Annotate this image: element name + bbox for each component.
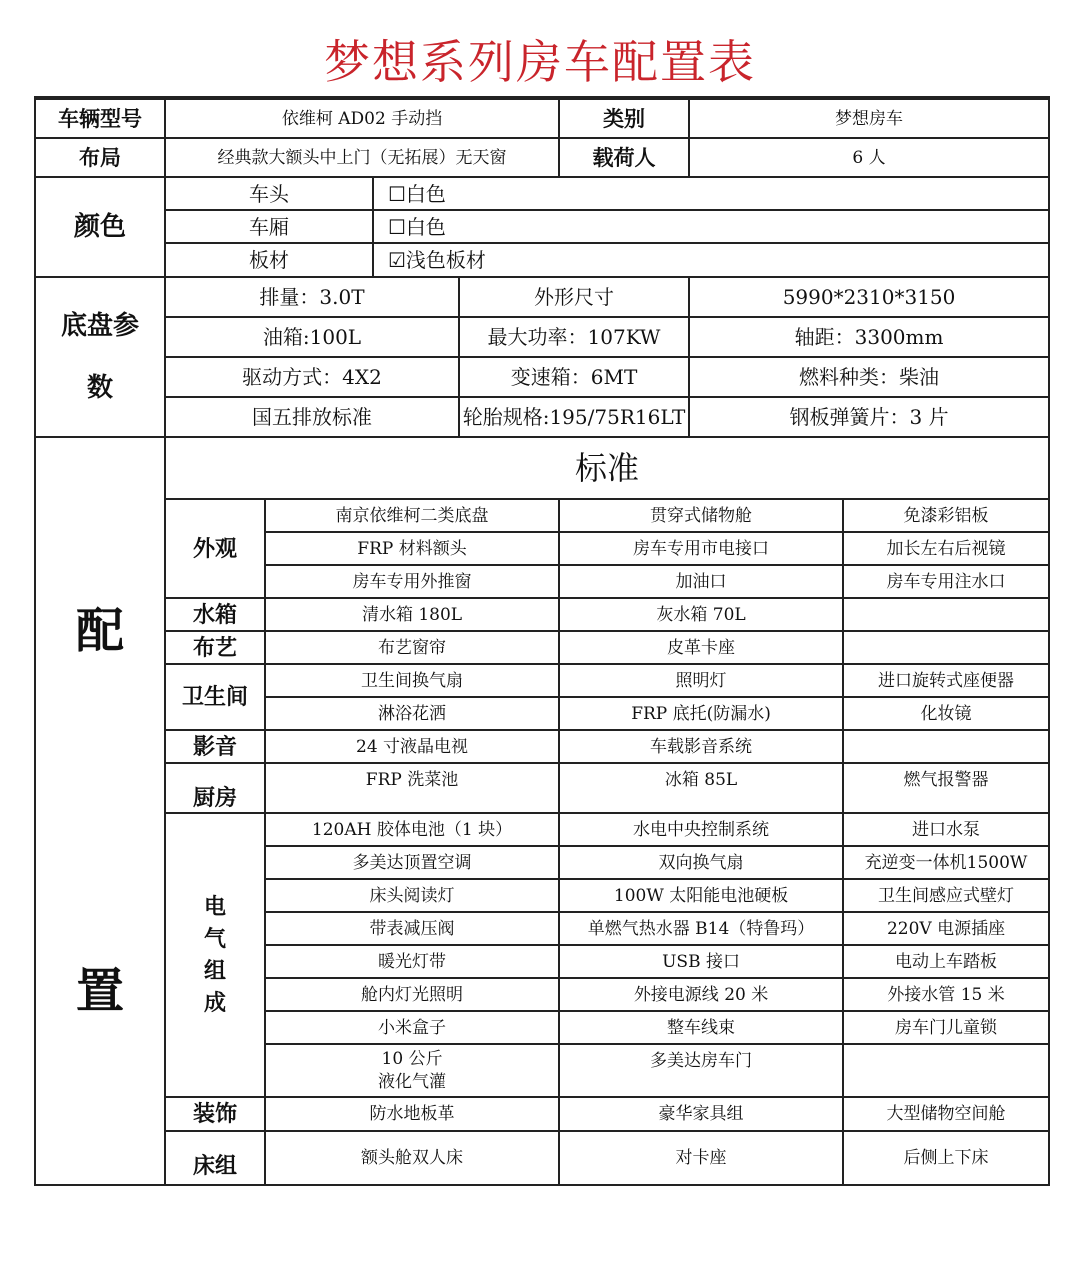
chassis-cell: 外形尺寸 — [459, 277, 689, 317]
config-cell: 舱内灯光照明 — [265, 978, 559, 1011]
config-cell: 清水箱 180L — [265, 598, 559, 631]
fabric-label: 布艺 — [165, 631, 265, 664]
chassis-cell: 燃料种类：柴油 — [689, 357, 1049, 397]
config-cell: 车载影音系统 — [559, 730, 843, 763]
config-cell: 加长左右后视镜 — [843, 532, 1049, 565]
kitchen-label: 厨房 — [165, 763, 265, 813]
config-cell: 带表减压阀 — [265, 912, 559, 945]
config-cell-multiline — [265, 1044, 559, 1097]
av-label: 影音 — [165, 730, 265, 763]
chassis-cell: 轴距：3300mm — [689, 317, 1049, 357]
config-cell: 卫生间换气扇 — [265, 664, 559, 697]
bathroom-label: 卫生间 — [165, 664, 265, 730]
config-cell: 燃气报警器 — [843, 763, 1049, 813]
config-cell: 房车门儿童锁 — [843, 1011, 1049, 1044]
config-cell: FRP 洗菜池 — [265, 763, 559, 813]
chassis-cell: 驱动方式：4X2 — [165, 357, 459, 397]
config-cell: 电动上车踏板 — [843, 945, 1049, 978]
layout-value: 经典款大额头中上门（无拓展）无天窗 — [165, 138, 559, 177]
config-cell: 免漆彩铝板 — [843, 499, 1049, 532]
config-cell: 照明灯 — [559, 664, 843, 697]
config-cell: 外接水管 15 米 — [843, 978, 1049, 1011]
chassis-cell: 排量：3.0T — [165, 277, 459, 317]
config-label-bottom: 置 — [75, 963, 124, 1019]
config-cell: FRP 材料额头 — [265, 532, 559, 565]
config-table — [34, 96, 1050, 1186]
color-part: 板材 — [165, 243, 373, 277]
config-label-top: 配 — [75, 603, 124, 659]
chassis-cell: 轮胎规格:195/75R16LT — [459, 397, 689, 437]
config-cell: 化妆镜 — [843, 697, 1049, 730]
decor-label: 装饰 — [165, 1097, 265, 1131]
config-cell: 整车线束 — [559, 1011, 843, 1044]
water-label: 水箱 — [165, 598, 265, 631]
config-cell-line: 液化气灌 — [378, 1071, 447, 1092]
electric-label — [165, 813, 265, 1097]
config-cell: 后侧上下床 — [843, 1131, 1049, 1185]
passenger-value: 6 人 — [689, 138, 1049, 177]
passenger-label: 载荷人 — [559, 138, 689, 177]
config-cell: 淋浴花洒 — [265, 697, 559, 730]
config-cell: 房车专用市电接口 — [559, 532, 843, 565]
config-cell: FRP 底托(防漏水) — [559, 697, 843, 730]
chassis-cell: 油箱:100L — [165, 317, 459, 357]
config-cell: 卫生间感应式壁灯 — [843, 879, 1049, 912]
config-cell: 对卡座 — [559, 1131, 843, 1185]
config-cell: 皮革卡座 — [559, 631, 843, 664]
config-cell: 多美达顶置空调 — [265, 846, 559, 879]
chassis-cell: 5990*2310*3150 — [689, 277, 1049, 317]
chassis-cell: 变速箱：6MT — [459, 357, 689, 397]
config-cell — [843, 631, 1049, 664]
exterior-label: 外观 — [165, 499, 265, 598]
config-cell: 外接电源线 20 米 — [559, 978, 843, 1011]
config-cell: 220V 电源插座 — [843, 912, 1049, 945]
electric-label-char: 电 — [203, 894, 226, 920]
config-cell: 24 寸液晶电视 — [265, 730, 559, 763]
config-cell: 床头阅读灯 — [265, 879, 559, 912]
config-cell: 暖光灯带 — [265, 945, 559, 978]
color-option: ☐白色 — [373, 177, 1049, 210]
chassis-label-line1: 底盘参 — [60, 311, 139, 341]
color-option: ☑浅色板材 — [373, 243, 1049, 277]
config-cell: 冰箱 85L — [559, 763, 843, 813]
config-cell: 加油口 — [559, 565, 843, 598]
layout-label: 布局 — [35, 138, 165, 177]
config-cell: 豪华家具组 — [559, 1097, 843, 1131]
config-cell: 100W 太阳能电池硬板 — [559, 879, 843, 912]
color-part: 车厢 — [165, 210, 373, 243]
color-label: 颜色 — [35, 177, 165, 277]
config-cell: 南京依维柯二类底盘 — [265, 499, 559, 532]
chassis-cell: 国五排放标准 — [165, 397, 459, 437]
config-cell — [843, 1044, 1049, 1097]
electric-label-char: 成 — [203, 990, 226, 1016]
config-cell: 120AH 胶体电池（1 块） — [265, 813, 559, 846]
config-label — [35, 437, 165, 1185]
category-label: 类别 — [559, 98, 689, 138]
config-cell: 单燃气热水器 B14（特鲁玛） — [559, 912, 843, 945]
config-cell: 进口旋转式座便器 — [843, 664, 1049, 697]
config-cell: 布艺窗帘 — [265, 631, 559, 664]
config-cell-line: 10 公斤 — [381, 1048, 443, 1069]
model-value: 依维柯 AD02 手动挡 — [165, 98, 559, 138]
config-cell: 灰水箱 70L — [559, 598, 843, 631]
electric-label-char: 气 — [203, 926, 226, 952]
config-cell: 房车专用外推窗 — [265, 565, 559, 598]
config-cell: 贯穿式储物舱 — [559, 499, 843, 532]
standard-header: 标准 — [165, 437, 1049, 499]
config-cell: 防水地板革 — [265, 1097, 559, 1131]
model-label: 车辆型号 — [35, 98, 165, 138]
config-cell: 双向换气扇 — [559, 846, 843, 879]
config-cell: 充逆变一体机1500W — [843, 846, 1049, 879]
config-cell: USB 接口 — [559, 945, 843, 978]
config-cell: 进口水泵 — [843, 813, 1049, 846]
config-cell: 小米盒子 — [265, 1011, 559, 1044]
config-cell: 额头舱双人床 — [265, 1131, 559, 1185]
config-cell — [843, 598, 1049, 631]
config-cell — [843, 730, 1049, 763]
electric-label-char: 组 — [203, 958, 226, 984]
chassis-cell: 最大功率：107KW — [459, 317, 689, 357]
chassis-cell: 钢板弹簧片：3 片 — [689, 397, 1049, 437]
color-option: ☐白色 — [373, 210, 1049, 243]
bed-label: 床组 — [165, 1131, 265, 1185]
config-cell: 大型储物空间舱 — [843, 1097, 1049, 1131]
config-cell: 多美达房车门 — [559, 1044, 843, 1097]
chassis-label-line2: 数 — [86, 373, 113, 403]
config-cell: 水电中央控制系统 — [559, 813, 843, 846]
chassis-label — [35, 277, 165, 437]
category-value: 梦想房车 — [689, 98, 1049, 138]
page-title: 梦想系列房车配置表 — [324, 35, 756, 89]
color-part: 车头 — [165, 177, 373, 210]
config-cell: 房车专用注水口 — [843, 565, 1049, 598]
